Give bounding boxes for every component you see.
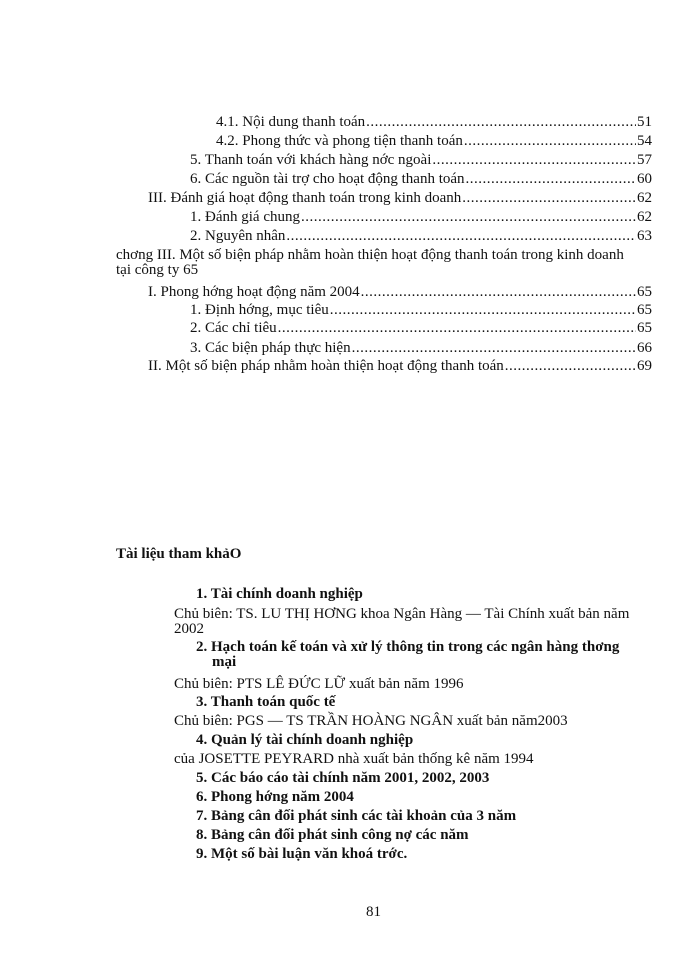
reference-detail: của JOSETTE PEYRARD nhà xuất bản thống kê năm 1994 (174, 751, 534, 767)
toc-entry: 1. Định hớng, mục tiêu ..... 65 (190, 302, 652, 319)
toc-entry: 3. Các biện pháp thực hiện ..... 66 (190, 340, 652, 357)
reference-detail: Chủ biên: PGS — TS TRẦN HOÀNG NGÂN xuất bản năm2003 (174, 713, 568, 729)
toc-chapter-heading: chơng III. Một số biện pháp nhằm hoàn thiện hoạt động thanh toán trong kinh doanh tại công ty 65 (116, 247, 624, 278)
toc-entry: 1. Đánh giá chung ..... 62 (190, 209, 652, 226)
toc-entry: 4.2. Phong thức và phong tiện thanh toán ..... 54 (216, 133, 652, 150)
toc-entry: 2. Các chỉ tiêu ..... 65 (190, 320, 652, 337)
toc-entry: 5. Thanh toán với khách hàng nớc ngoài ..... 57 (190, 152, 652, 169)
toc-entry: 6. Các nguồn tài trợ cho hoạt động thanh toán ..... 60 (190, 171, 652, 188)
reference-title: 5. Các báo cáo tài chính năm 2001, 2002, 2003 (196, 770, 490, 786)
toc-entry: II. Một số biện pháp nhằm hoàn thiện hoạt động thanh toán ..... 69 (148, 358, 652, 375)
reference-title: 1. Tài chính doanh nghiệp (196, 586, 363, 602)
reference-title: 7. Bảng cân đối phát sinh các tài khoản của 3 năm (196, 808, 517, 824)
reference-detail: Chủ biên: TS. LU THỊ HƠNG khoa Ngân Hàng — Tài Chính xuất bản năm 2002 (174, 606, 630, 637)
page-number: 81 (366, 904, 381, 920)
toc-entry: III. Đánh giá hoạt động thanh toán trong kinh doanh ..... 62 (148, 190, 652, 207)
reference-title: 6. Phong hớng năm 2004 (196, 789, 354, 805)
toc-entry: I. Phong hớng hoạt động năm 2004 ..... 65 (148, 284, 652, 301)
toc-entry: 2. Nguyên nhân ..... 63 (190, 228, 652, 245)
reference-title: 8. Bảng cân đối phát sinh công nợ các năm (196, 827, 469, 843)
reference-title: 3. Thanh toán quốc tế (196, 694, 336, 710)
reference-title: 4. Quản lý tài chính doanh nghiệp (196, 732, 414, 748)
toc-entry: 4.1. Nội dung thanh toán ..... 51 (216, 114, 652, 131)
reference-detail: Chủ biên: PTS LÊ ĐỨC LỮ xuất bản năm 1996 (174, 676, 464, 692)
reference-title: 9. Một số bài luận văn khoá trớc. (196, 846, 408, 862)
reference-title: 2. Hạch toán kế toán và xử lý thông tin trong các ngân hàng thơng mại (196, 639, 620, 670)
references-heading: Tài liệu tham khảO (116, 546, 242, 562)
